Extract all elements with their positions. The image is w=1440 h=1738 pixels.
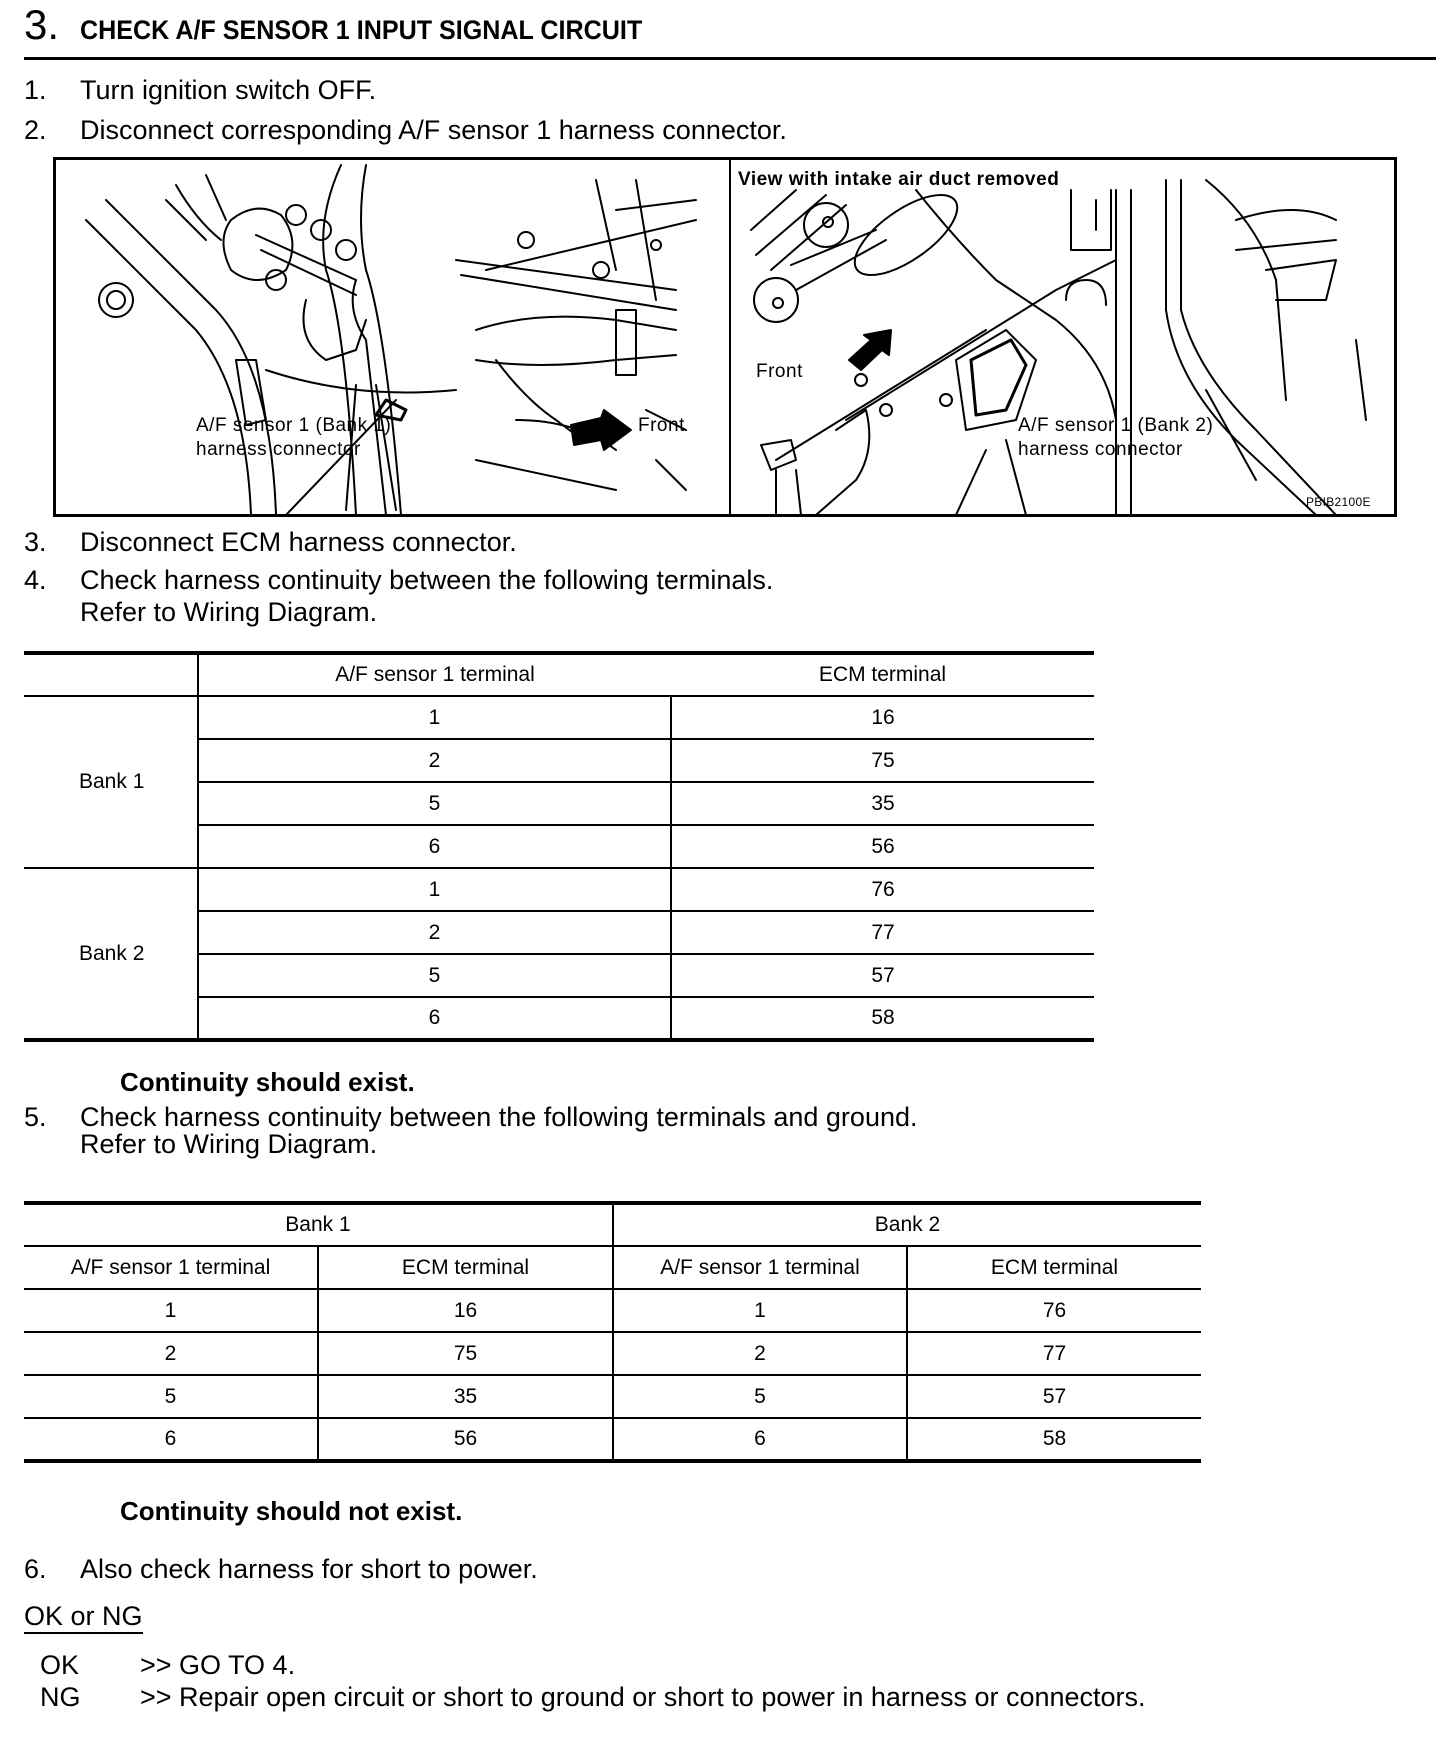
step-number: 2. (24, 115, 47, 145)
table-header-cell: ECM terminal (907, 1246, 1201, 1289)
step-text: Disconnect ECM harness connector. (80, 527, 517, 557)
sensor-terminal-cell: 2 (198, 739, 671, 782)
bank-cell: Bank 2 (24, 868, 198, 1040)
title-divider (24, 57, 1436, 60)
step-number: 1. (24, 75, 47, 105)
ground-continuity-table (24, 1201, 1201, 1463)
bank1-connector-label: A/F sensor 1 (Bank 1) harness connector (196, 415, 392, 460)
continuity-table (24, 651, 1094, 1042)
table-cell: 16 (318, 1289, 613, 1332)
table-row (24, 1418, 1201, 1461)
sensor-terminal-cell: 6 (198, 825, 671, 868)
table-header-cell: ECM terminal (318, 1246, 613, 1289)
result-key-ok: OK (40, 1650, 80, 1680)
engine-line-art (56, 160, 1397, 517)
sensor-terminal-cell: 1 (198, 696, 671, 739)
table-cell: 56 (318, 1418, 613, 1461)
sensor-terminal-cell: 5 (198, 954, 671, 997)
ecm-terminal-cell: 58 (671, 997, 1094, 1040)
table-cell: 35 (318, 1375, 613, 1418)
table-cell: 75 (318, 1332, 613, 1375)
step-5-reference: Refer to Wiring Diagram. (80, 1129, 378, 1159)
front-arrow-right (849, 330, 891, 370)
procedure-title: CHECK A/F SENSOR 1 INPUT SIGNAL CIRCUIT (80, 15, 643, 45)
bank2-connector-label: A/F sensor 1 (Bank 2) harness connector (1018, 415, 1214, 460)
step-text: Disconnect corresponding A/F sensor 1 harness connector. (80, 115, 787, 145)
ecm-terminal-cell: 75 (671, 739, 1094, 782)
ecm-terminal-cell: 77 (671, 911, 1094, 954)
figure-id: PBIB2100E (1306, 495, 1371, 509)
table-cell: 1 (613, 1289, 907, 1332)
step-number: 5. (24, 1102, 47, 1132)
result-ok-action: >> GO TO 4. (140, 1650, 296, 1680)
step-number: 6. (24, 1554, 47, 1584)
procedure-step-number: 3. (24, 1, 60, 48)
front-label-left: Front (638, 415, 685, 436)
step-text: Check harness continuity between the following terminals. (80, 565, 774, 595)
continuity-not-exist-note: Continuity should not exist. (120, 1496, 463, 1526)
engine-illustration (53, 157, 1397, 517)
table-header-cell (24, 653, 198, 696)
ecm-terminal-cell: 76 (671, 868, 1094, 911)
step-number: 3. (24, 527, 47, 557)
ecm-terminal-cell: 35 (671, 782, 1094, 825)
figure-panel-divider (729, 160, 731, 514)
front-label-right: Front (756, 361, 803, 382)
table-header-row (24, 653, 1094, 696)
group-header-bank-2: Bank 2 (613, 1203, 1201, 1246)
table-header-row (24, 1246, 1201, 1289)
bank-cell: Bank 1 (24, 696, 198, 868)
table-row (24, 1289, 1201, 1332)
table-cell: 5 (24, 1375, 318, 1418)
front-arrow-left (571, 410, 631, 450)
bank2-engine-drawing (751, 180, 1366, 515)
table-header-cell: ECM terminal (818, 663, 947, 686)
result-key-ng: NG (40, 1682, 81, 1712)
table-group-header-row (24, 1203, 1201, 1246)
ecm-terminal-cell: 16 (671, 696, 1094, 739)
step-number: 4. (24, 565, 47, 595)
table-header-cell: A/F sensor 1 terminal (613, 1246, 907, 1289)
step-4-reference: Refer to Wiring Diagram. (80, 597, 378, 627)
table-row (24, 1375, 1201, 1418)
group-header-bank-1: Bank 1 (285, 1213, 351, 1236)
ecm-terminal-cell: 57 (671, 954, 1094, 997)
step-text: Turn ignition switch OFF. (80, 75, 377, 105)
table-cell: 6 (24, 1418, 318, 1461)
table-row (24, 1332, 1201, 1375)
table-row (24, 696, 1094, 739)
table-cell: 57 (907, 1375, 1201, 1418)
table-cell: 5 (613, 1375, 907, 1418)
table-cell: 1 (24, 1289, 318, 1332)
table-row (24, 868, 1094, 911)
table-header-cell: A/F sensor 1 terminal (198, 653, 671, 696)
table-cell: 77 (907, 1332, 1201, 1375)
sensor-terminal-cell: 2 (198, 911, 671, 954)
sensor-terminal-cell: 5 (198, 782, 671, 825)
table-header-cell: A/F sensor 1 terminal (24, 1246, 318, 1289)
bank1-engine-drawing (86, 165, 696, 515)
continuity-exist-note: Continuity should exist. (120, 1067, 415, 1097)
result-ng-action: >> Repair open circuit or short to ground or short to power in harness or connectors. (140, 1682, 1146, 1712)
table-cell: 6 (613, 1418, 907, 1461)
sensor-terminal-cell: 6 (198, 997, 671, 1040)
table-cell: 2 (24, 1332, 318, 1375)
table-cell: 2 (613, 1332, 907, 1375)
ecm-terminal-cell: 56 (671, 825, 1094, 868)
ok-or-ng-heading: OK or NG (24, 1600, 143, 1634)
step-text: Also check harness for short to power. (80, 1554, 538, 1584)
figure-caption-right: View with intake air duct removed (738, 169, 1060, 190)
table-cell: 58 (907, 1418, 1201, 1461)
table-cell: 76 (907, 1289, 1201, 1332)
sensor-terminal-cell: 1 (198, 868, 671, 911)
step-text: Check harness continuity between the following terminals and ground. (80, 1102, 918, 1132)
